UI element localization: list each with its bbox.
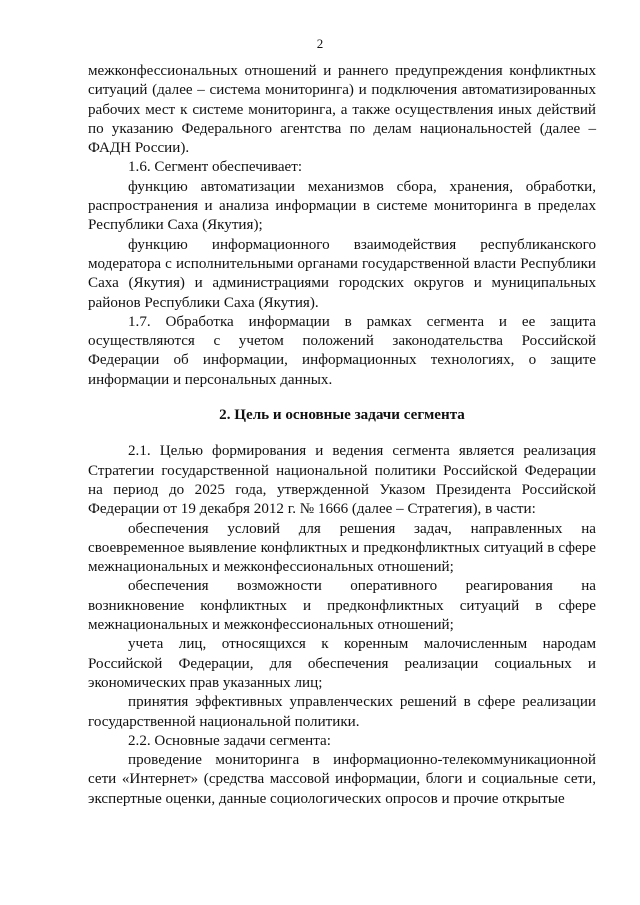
paragraph: 1.7. Обработка информации в рамках сегмента и ее защита осуществляются с учетом положений законодательства Российской Федерации об информации, информационных технологиях, о защите информации и персональных данных. bbox=[88, 313, 596, 388]
paragraph: функцию автоматизации механизмов сбора, хранения, обработки, распространения и анализа информации в системе мониторинга в пределах Республики Саха (Якутия); bbox=[88, 178, 596, 234]
document-body bbox=[88, 62, 596, 809]
paragraph: обеспечения возможности оперативного реагирования на возникновение конфликтных и предконфликтных ситуаций в сфере межнациональных и межконфессиональных отношений; bbox=[88, 578, 596, 634]
paragraph: принятия эффективных управленческих решений в сфере реализации государственной национальной политики. bbox=[88, 694, 596, 730]
paragraphs-after-heading bbox=[88, 442, 596, 809]
paragraph: учета лиц, относящихся к коренным малочисленным народам Российской Федерации, для обеспечения реализации социальных и экономических прав указанных лиц; bbox=[88, 636, 596, 691]
paragraph: межконфессиональных отношений и раннего предупреждения конфликтных ситуаций (далее – система мониторинга) и подключения автоматизированных рабочих мест к системе мониторинга, а также осуществления иных действий по указанию Федерального агентства по делам национальностей (далее – ФАДН России). bbox=[88, 63, 596, 157]
paragraph: функцию информационного взаимодействия республиканского модератора с исполнительными органами государственной власти Республики Саха (Якутия) и администрациями городских округов и муниципальных районов Республики Саха (Якутия). bbox=[88, 236, 596, 311]
section-heading: 2. Цель и основные задачи сегмента bbox=[219, 407, 465, 424]
paragraph: проведение мониторинга в информационно-телекоммуникационной сети «Интернет» (средства массовой информации, блоги и социальные сети, экспертные оценки, данные социологических опросов и прочие открытые bbox=[88, 752, 596, 807]
paragraphs-before-heading bbox=[88, 62, 596, 390]
paragraph: 2.2. Основные задачи сегмента: bbox=[128, 732, 331, 749]
paragraph: обеспечения условий для решения задач, направленных на своевременное выявление конфликтных и предконфликтных ситуаций в сфере межнациональных и межконфессиональных отношений; bbox=[88, 520, 596, 576]
paragraph: 1.6. Сегмент обеспечивает: bbox=[128, 159, 303, 176]
paragraph: 2.1. Целью формирования и ведения сегмента является реализация Стратегии государственной национальной политики Российской Федерации на период до 2025 года, утвержденной Указом Президента Российской Федерации от 19 декабря 2012 г. № 1666 (далее – Стратегия), в части: bbox=[88, 443, 596, 518]
page-number: 2 bbox=[316, 36, 324, 51]
